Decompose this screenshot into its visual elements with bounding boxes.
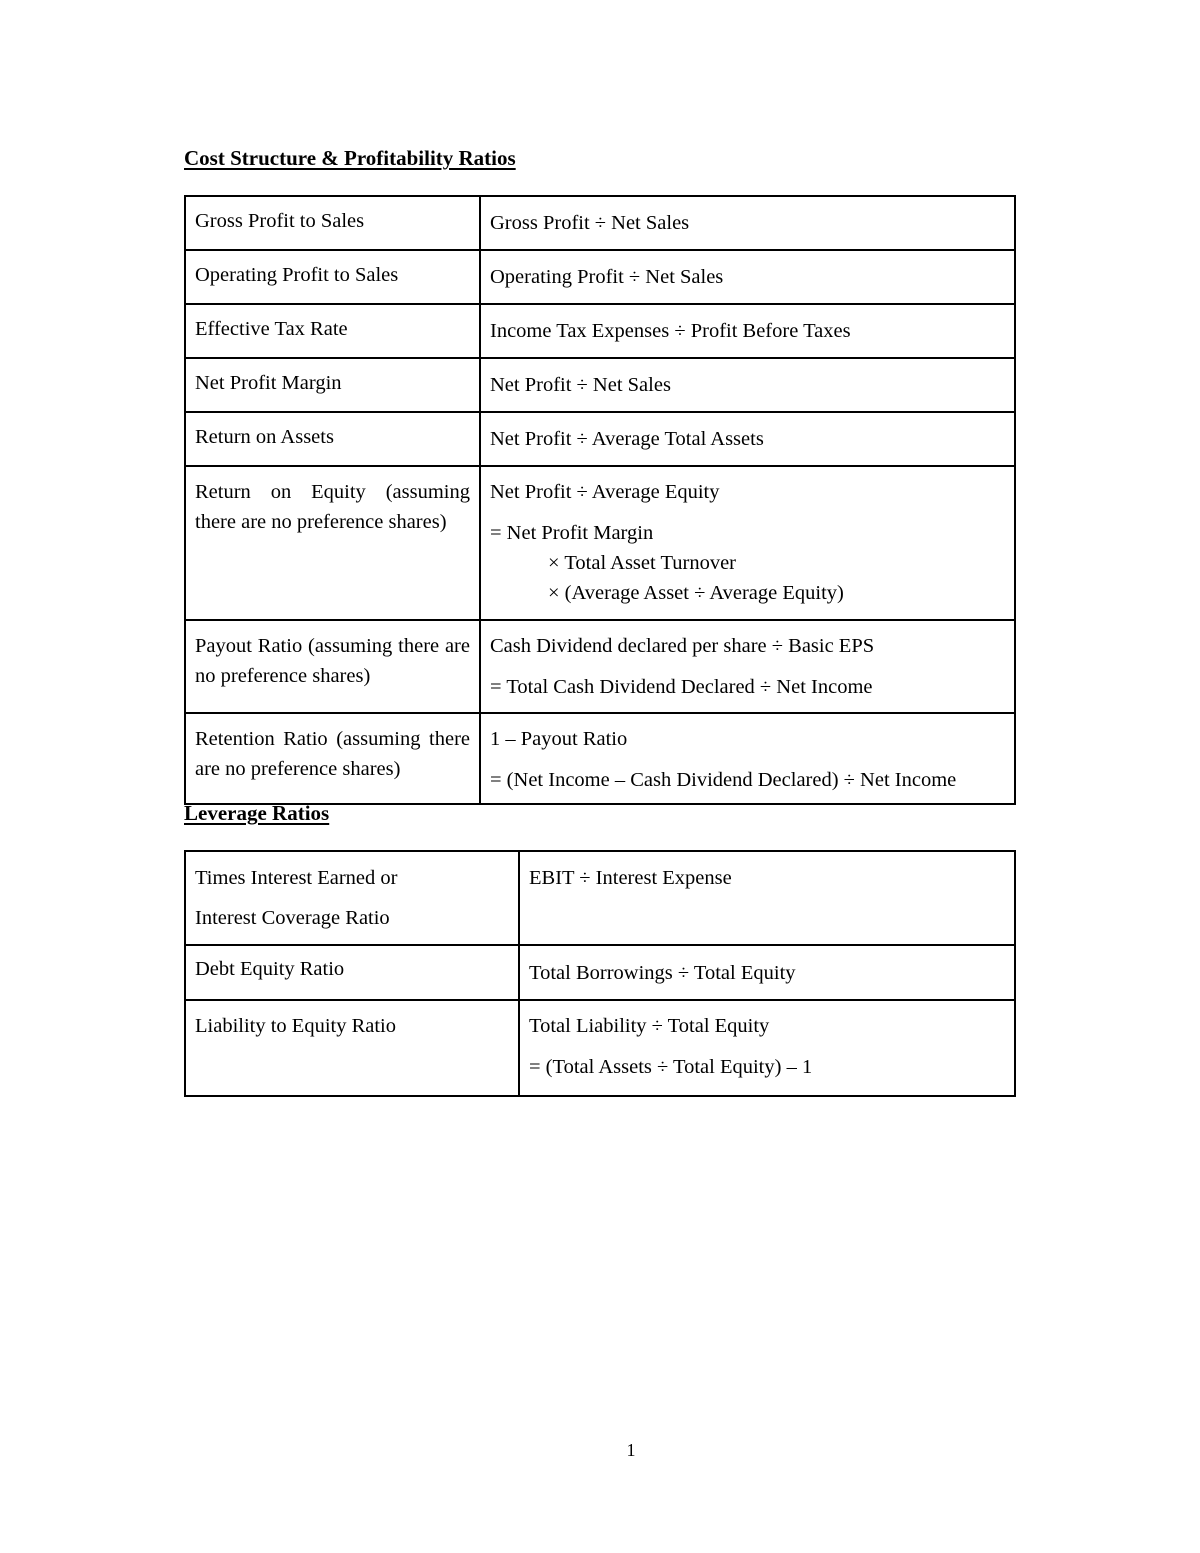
ratio-formula	[519, 945, 1015, 1000]
table-row	[185, 945, 1015, 1000]
formula-line: Cash Dividend declared per share ÷ Basic EPS	[490, 635, 875, 657]
ratio-formula	[480, 620, 1015, 713]
ratio-formula	[480, 358, 1015, 412]
table-row	[185, 713, 1015, 804]
ratio-formula	[519, 1000, 1015, 1096]
formula-line: EBIT ÷ Interest Expense	[529, 867, 732, 889]
ratio-name: Net Profit Margin	[185, 358, 480, 412]
formula-line: = Total Cash Dividend Declared ÷ Net Income	[490, 676, 873, 698]
formula-line: = (Net Income – Cash Dividend Declared) ÷ Net Income	[490, 769, 957, 791]
table-row	[185, 196, 1015, 250]
formula-line: Net Profit ÷ Net Sales	[490, 374, 671, 396]
table-row	[185, 304, 1015, 358]
section-title-leverage: Leverage Ratios	[184, 801, 330, 825]
formula-line: Income Tax Expenses ÷ Profit Before Taxes	[490, 320, 851, 342]
ratio-name: Operating Profit to Sales	[185, 250, 480, 304]
formula-line: Net Profit ÷ Average Equity	[490, 481, 720, 503]
formula-line: × Total Asset Turnover	[548, 552, 737, 574]
ratio-name: Return on Assets	[185, 412, 480, 466]
table-row	[185, 250, 1015, 304]
formula-line: Net Profit ÷ Average Total Assets	[490, 428, 764, 450]
section-title-cost-structure: Cost Structure & Profitability Ratios	[184, 146, 516, 170]
formula-line: = Net Profit Margin	[490, 522, 654, 544]
ratio-name: Liability to Equity Ratio	[185, 1000, 519, 1096]
ratio-name-line: Times Interest Earned or	[195, 867, 398, 889]
table-row	[185, 1000, 1015, 1096]
formula-line: Operating Profit ÷ Net Sales	[490, 266, 724, 288]
ratio-name: Return on Equity (assuming there are no preference shares)	[185, 466, 480, 620]
formula-line: × (Average Asset ÷ Average Equity)	[548, 582, 844, 604]
page-number: 1	[626, 1440, 636, 1460]
ratio-name: Debt Equity Ratio	[185, 945, 519, 1000]
ratio-name: Retention Ratio (assuming there are no preference shares)	[185, 713, 480, 804]
ratio-formula	[480, 304, 1015, 358]
leverage-ratios-table	[184, 850, 1016, 1097]
ratio-formula	[519, 851, 1015, 945]
table-row	[185, 358, 1015, 412]
ratio-formula	[480, 412, 1015, 466]
ratio-formula	[480, 250, 1015, 304]
ratio-name	[185, 851, 519, 945]
formula-line: Total Liability ÷ Total Equity	[529, 1015, 770, 1037]
ratio-formula	[480, 713, 1015, 804]
ratio-formula	[480, 466, 1015, 620]
ratio-name: Effective Tax Rate	[185, 304, 480, 358]
ratio-name: Gross Profit to Sales	[185, 196, 480, 250]
table-row	[185, 851, 1015, 945]
profitability-ratios-table	[184, 195, 1016, 805]
formula-line: Total Borrowings ÷ Total Equity	[529, 962, 796, 984]
ratio-formula	[480, 196, 1015, 250]
table-row	[185, 620, 1015, 713]
table-row	[185, 412, 1015, 466]
ratio-name: Payout Ratio (assuming there are no preference shares)	[185, 620, 480, 713]
table-row	[185, 466, 1015, 620]
formula-line: Gross Profit ÷ Net Sales	[490, 212, 690, 234]
formula-line: = (Total Assets ÷ Total Equity) – 1	[529, 1056, 813, 1078]
ratio-name-line: Interest Coverage Ratio	[195, 907, 390, 929]
formula-line: 1 – Payout Ratio	[490, 728, 628, 750]
